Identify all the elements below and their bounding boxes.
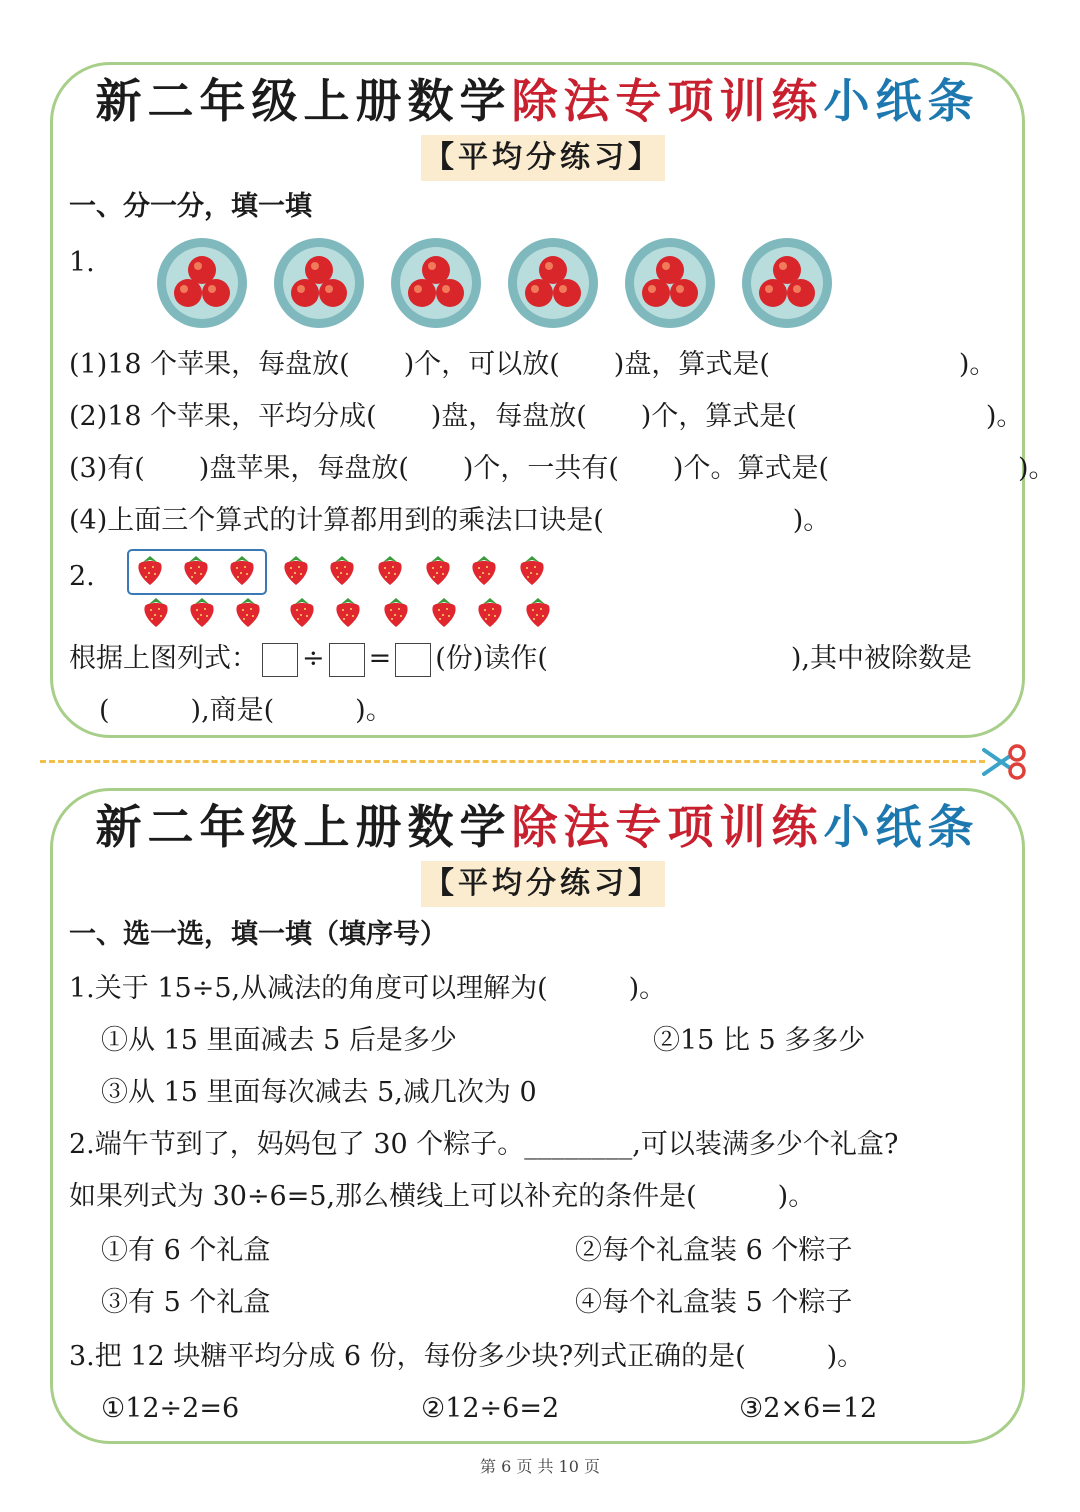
c2-q3: 3.把 12 块糖平均分成 6 份，每份多少块?列式正确的是( )。 [69,1341,865,1372]
q2-equation [69,641,972,677]
title-red: 除法专项训练 [511,74,824,128]
c2-q2-option-1: ①有 6 个礼盒 [101,1235,271,1266]
q2-suffix: (份)读作( ),其中被除数是 [435,643,972,674]
strawberry-icon [327,553,357,587]
title-blue: 小纸条 [823,800,980,854]
c2-q2-option-4: ④每个礼盒装 5 个粽子 [575,1287,853,1318]
q1-part2: (2)18 个苹果，平均分成( )盘，每盘放( )个，算式是( )。 [69,401,1024,432]
strawberry-icon [375,553,405,587]
c2-q2-line2: 如果列式为 30÷6=5,那么横线上可以补充的条件是( )。 [69,1181,816,1212]
strawberry-icon [423,553,453,587]
answer-box[interactable] [262,643,298,677]
q2-label: 2. [69,561,95,592]
apple-plate-icon [390,237,482,329]
worksheet-card-2 [50,788,1025,1444]
strawberry-icon [523,595,553,629]
equals-sign: = [368,643,392,674]
apple-plate-icon [741,237,833,329]
strawberry-icon [181,553,211,587]
answer-box[interactable] [395,643,431,677]
apple-plate-icon [156,237,248,329]
card2-section-heading: 一、选一选，填一填（填序号） [69,919,447,950]
q2-line2: ( ),商是( )。 [99,695,393,726]
c2-q3-option-2: ②12÷6=2 [421,1393,560,1424]
c2-q3-option-1: ①12÷2=6 [101,1393,240,1424]
q1-part1: (1)18 个苹果，每盘放( )个，可以放( )盘，算式是( )。 [69,349,997,380]
strawberry-icon [233,595,263,629]
card2-title [53,797,1022,857]
strawberry-icon [381,595,411,629]
apple-plate-icon [507,237,599,329]
c2-q1-option-1: ①从 15 里面减去 5 后是多少 [101,1025,457,1056]
card1-title [53,71,1022,131]
scissors-icon [980,742,1030,782]
strawberry-icon [227,553,257,587]
c2-q1-option-2: ②15 比 5 多多少 [653,1025,866,1056]
c2-q3-option-3: ③2×6=12 [739,1393,878,1424]
strawberry-icon [429,595,459,629]
strawberry-icon [141,595,171,629]
card2-subtitle: 【平均分练习】 [421,861,665,907]
strawberry-icon [281,553,311,587]
q2-prefix: 根据上图列式： [69,643,258,674]
q1-part4: (4)上面三个算式的计算都用到的乘法口诀是( )。 [69,505,831,536]
q1-label: 1. [69,247,95,278]
strawberry-icon [517,553,547,587]
c2-q2-option-2: ②每个礼盒装 6 个粽子 [575,1235,853,1266]
apple-plate-icon [273,237,365,329]
title-red: 除法专项训练 [511,800,824,854]
page-footer: 第 6 页 共 10 页 [480,1457,600,1476]
card1-section-heading: 一、分一分，填一填 [69,191,312,222]
c2-q1-option-3: ③从 15 里面每次减去 5,减几次为 0 [101,1077,537,1108]
strawberry-icon [475,595,505,629]
strawberry-icon [187,595,217,629]
strawberry-icon [135,553,165,587]
c2-q2-line1: 2.端午节到了，妈妈包了 30 个粽子。________,可以装满多少个礼盒? [69,1129,899,1160]
c2-q1: 1.关于 15÷5,从减法的角度可以理解为( )。 [69,973,667,1004]
card1-subtitle: 【平均分练习】 [421,135,665,181]
worksheet-card-1 [50,62,1056,738]
answer-box[interactable] [329,643,365,677]
strawberry-icon [469,553,499,587]
apple-plate-icon [624,237,716,329]
divide-sign: ÷ [302,643,325,674]
c2-q2-option-3: ③有 5 个礼盒 [101,1287,271,1318]
q1-part3: (3)有( )盘苹果，每盘放( )个，一共有( )个。算式是( )。 [69,453,1056,484]
cut-line [40,760,985,763]
strawberry-icon [333,595,363,629]
title-black: 新二年级上册数学 [95,800,512,854]
title-blue: 小纸条 [823,74,980,128]
strawberry-icon [287,595,317,629]
title-black: 新二年级上册数学 [95,74,512,128]
